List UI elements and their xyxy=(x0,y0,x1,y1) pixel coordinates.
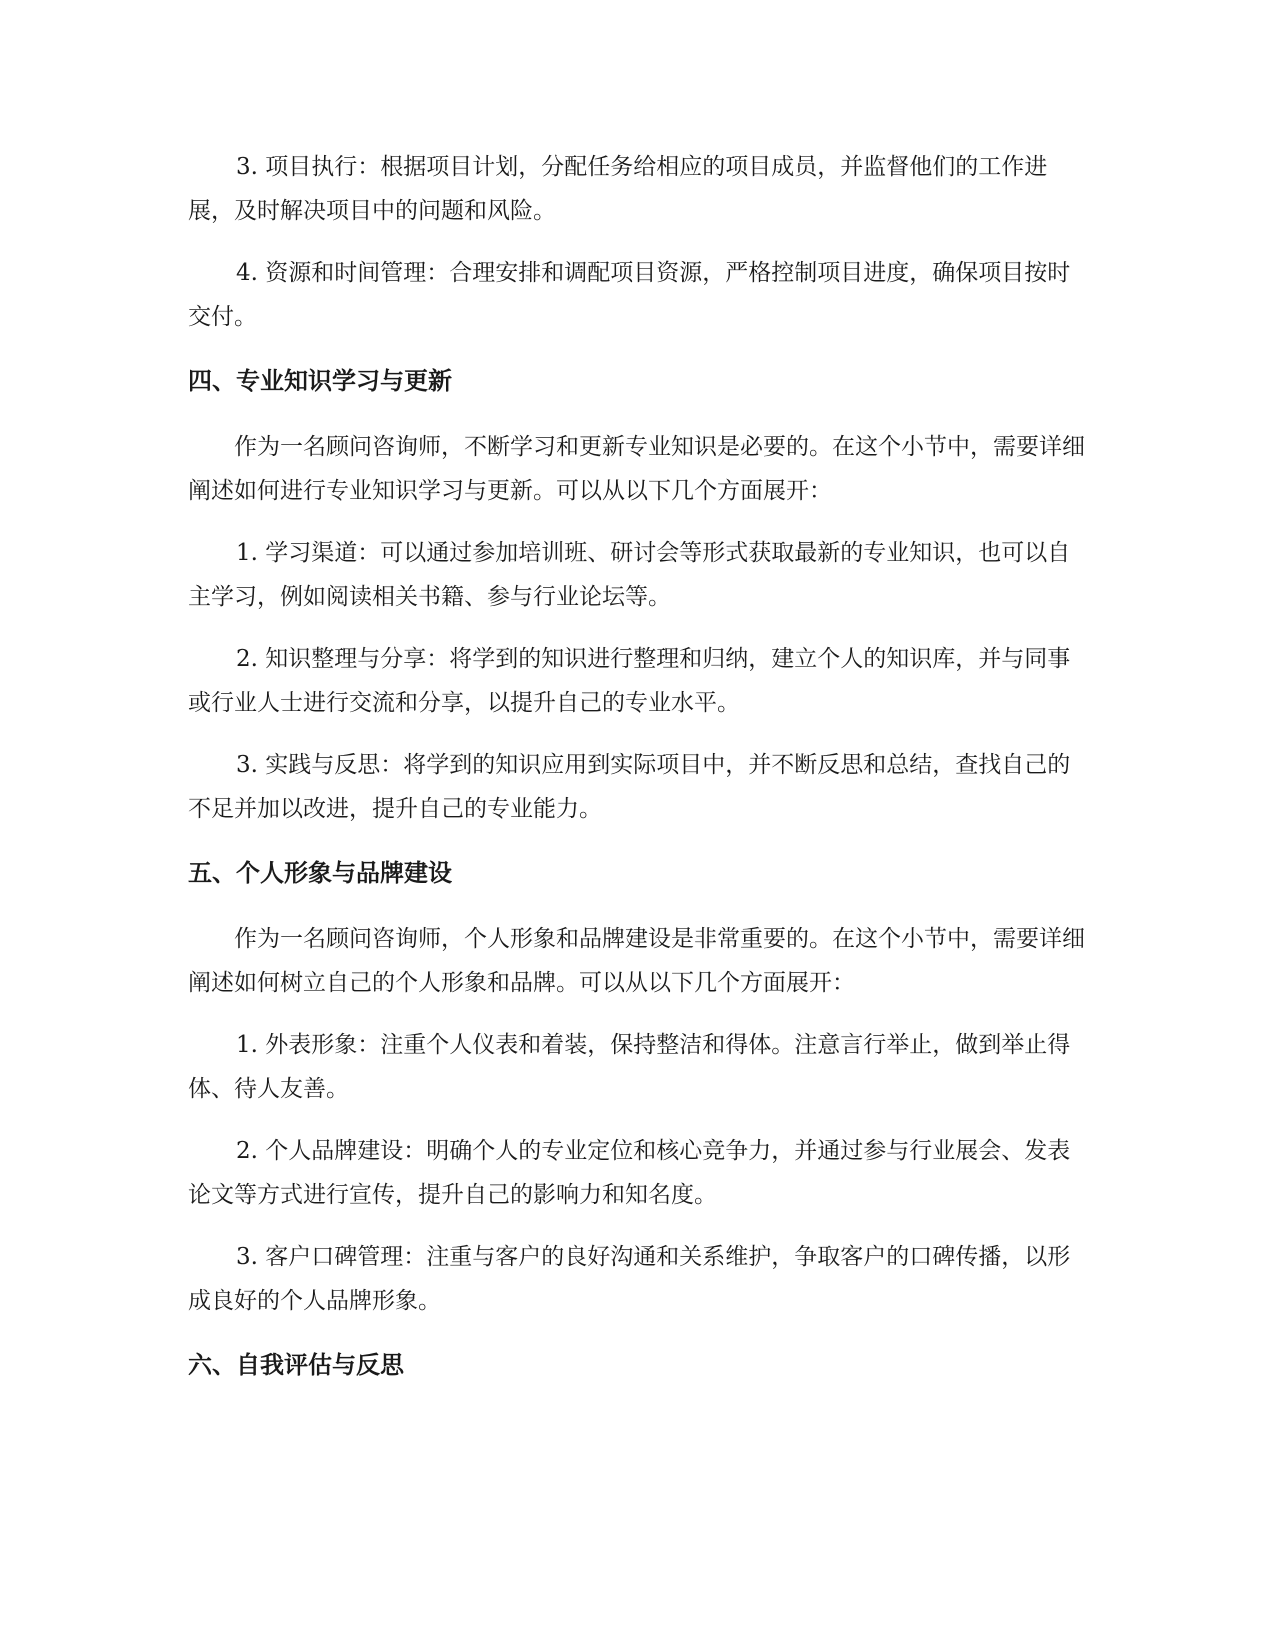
section-intro: 作为一名顾问咨询师，不断学习和更新专业知识是必要的。在这个小节中，需要详细阐述如何进行专业知识学习与更新。可以从以下几个方面展开： xyxy=(188,434,1085,504)
list-item: 2. 知识整理与分享：将学到的知识进行整理和归纳，建立个人的知识库，并与同事或行业人士进行交流和分享，以提升自己的专业水平。 xyxy=(188,646,1071,716)
section-heading: 五、个人形象与品牌建设 xyxy=(188,859,452,887)
list-item: 1. 学习渠道：可以通过参加培训班、研讨会等形式获取最新的专业知识，也可以自主学习，例如阅读相关书籍、参与行业论坛等。 xyxy=(188,540,1071,610)
document-body xyxy=(188,145,1088,1409)
list-item: 4. 资源和时间管理：合理安排和调配项目资源，严格控制项目进度，确保项目按时交付。 xyxy=(188,260,1071,330)
list-item: 1. 外表形象：注重个人仪表和着装，保持整洁和得体。注意言行举止，做到举止得体、待人友善。 xyxy=(188,1032,1071,1102)
list-item: 3. 客户口碑管理：注重与客户的良好沟通和关系维护，争取客户的口碑传播，以形成良好的个人品牌形象。 xyxy=(188,1244,1071,1314)
list-item: 2. 个人品牌建设：明确个人的专业定位和核心竞争力，并通过参与行业展会、发表论文等方式进行宣传，提升自己的影响力和知名度。 xyxy=(188,1138,1071,1208)
list-item: 3. 项目执行：根据项目计划，分配任务给相应的项目成员，并监督他们的工作进展，及时解决项目中的问题和风险。 xyxy=(188,154,1048,224)
section-intro: 作为一名顾问咨询师，个人形象和品牌建设是非常重要的。在这个小节中，需要详细阐述如何树立自己的个人形象和品牌。可以从以下几个方面展开： xyxy=(188,926,1085,996)
list-item: 3. 实践与反思：将学到的知识应用到实际项目中，并不断反思和总结，查找自己的不足并加以改进，提升自己的专业能力。 xyxy=(188,752,1071,822)
section-heading: 六、自我评估与反思 xyxy=(188,1351,404,1379)
section-heading: 四、专业知识学习与更新 xyxy=(188,367,452,395)
